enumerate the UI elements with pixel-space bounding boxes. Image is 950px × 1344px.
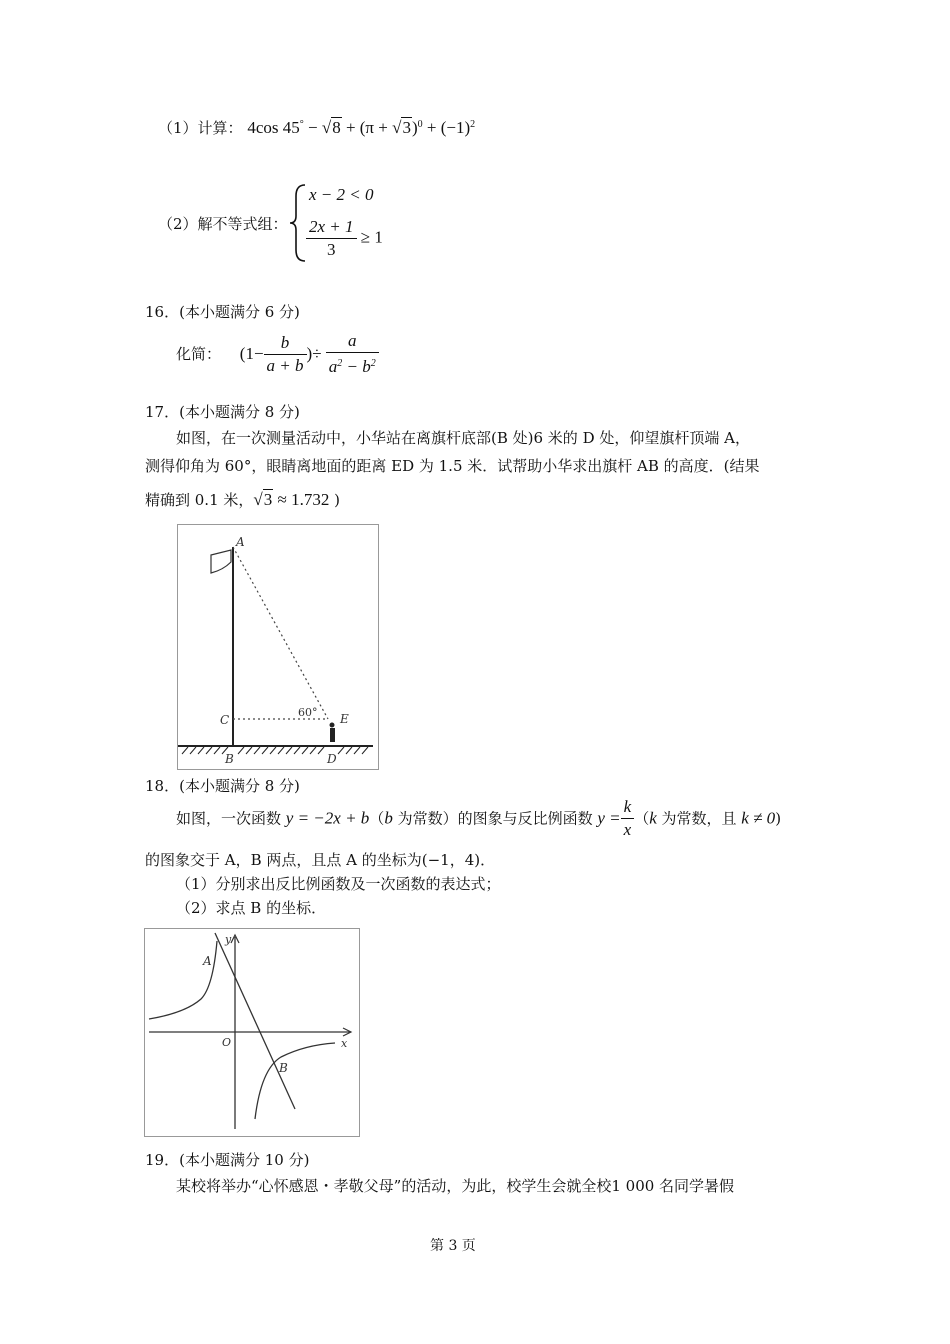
person-body — [330, 728, 335, 742]
flag-icon — [211, 550, 231, 573]
q16-label: 化简： — [176, 344, 222, 363]
q17-line1: 如图，在一次测量活动中，小华站在离旗杆底部(B 处)6 米的 D 处，仰望旗杆顶端 A， — [176, 429, 750, 447]
q19-line1: 某校将举办“心怀感恩・孝敬父母”的活动，为此，校学生会就全校1 000 名同学暑假 — [176, 1177, 735, 1195]
q17-line2: 测得仰角为 60°，眼睛离地面的距离 ED 为 1.5 米．试帮助小华求出旗杆 AB 的高度．(结果 — [145, 457, 760, 475]
label-c: C — [220, 713, 230, 727]
q19-header: 19．(本小题满分 10 分) — [145, 1151, 310, 1169]
label-a: A — [236, 535, 245, 549]
q16-header: 16．(本小题满分 6 分) — [145, 303, 300, 321]
q15-part1-expression: 4cos $45^\circ - √8 + (\pi + √3)^0 + (-1)^2$ — [247, 118, 476, 137]
label-point-b: B — [279, 1061, 288, 1075]
q15-system-line2: $\frac{2x + 1}{3}$ ≥ 1 — [306, 216, 383, 261]
label-x: x — [341, 1037, 348, 1050]
q18-graph-figure — [144, 928, 360, 1137]
label-o: O — [222, 1036, 232, 1049]
flagpole-diagram — [178, 525, 378, 769]
angle-label: 60° — [298, 706, 318, 719]
q16-body — [176, 330, 379, 378]
label-point-a: A — [203, 954, 212, 968]
label-e: E — [340, 712, 349, 726]
label-b: B — [225, 752, 234, 766]
q18-sub1: （1）分别求出反比例函数及一次函数的表达式； — [176, 875, 501, 893]
label-y: y — [225, 933, 232, 946]
brace-icon — [288, 182, 308, 264]
function-graph — [145, 929, 359, 1136]
hyperbola-left-branch — [149, 941, 217, 1019]
q18-line2: 的图象交于 A，B 两点，且点 A 的坐标为(−1，4)． — [145, 851, 496, 869]
q15-part1 — [158, 115, 475, 138]
q17-flagpole-figure — [177, 524, 379, 770]
person-head — [330, 723, 335, 728]
q17-line3: 精确到 0.1 米，√3 ≈ 1.732 ) — [145, 490, 340, 509]
sight-line — [233, 547, 328, 719]
label-d: D — [327, 752, 337, 766]
q15-part1-label: （1）计算： — [158, 119, 243, 137]
q18-header: 18．(本小题满分 8 分) — [145, 777, 300, 795]
q16-expression: (1− $\frac{b}{a + b}$ )÷ $\frac{a}{a^2 - b^2}$ — [240, 343, 379, 362]
q15-system-line1: x − 2 < 0 — [309, 185, 374, 204]
q18-sub2: （2）求点 B 的坐标． — [176, 899, 327, 917]
q15-part2-label: （2）解不等式组： — [158, 215, 288, 233]
page-number: 第 3 页 — [430, 1238, 476, 1254]
linear-function-line — [215, 933, 295, 1109]
q17-header: 17．(本小题满分 8 分) — [145, 403, 300, 421]
q18-line1: 如图，一次函数 y = −2x + b（b 为常数）的图象与反比例函数 y = $\frac{k}{x}$ （k 为常数，且 k ≠ 0) — [176, 797, 782, 839]
